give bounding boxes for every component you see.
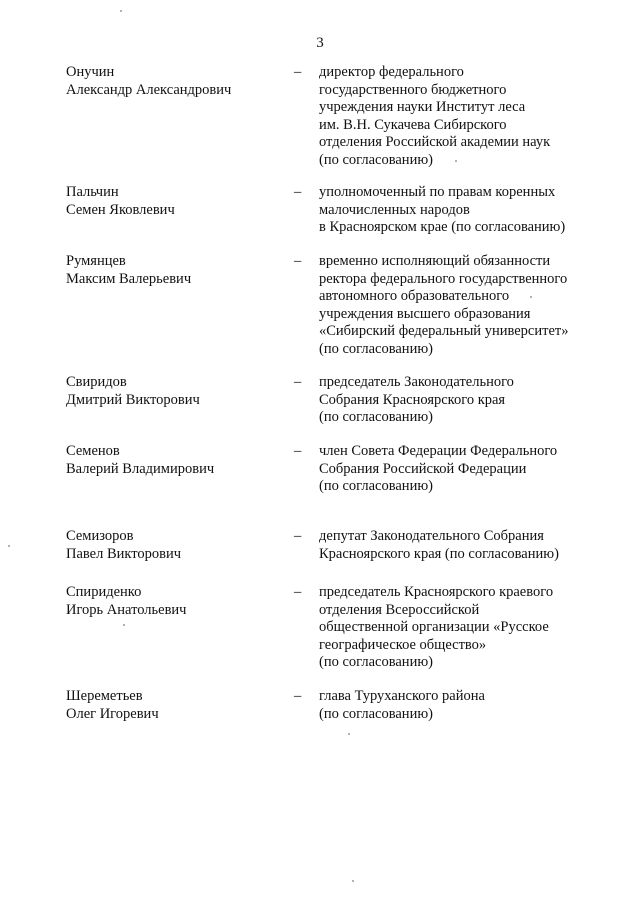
position-line: ректора федерального государственного xyxy=(319,270,568,287)
member-position xyxy=(319,528,609,563)
position-line: (по согласованию) xyxy=(319,705,433,722)
scan-speck xyxy=(352,880,354,882)
position-line: депутат Законодательного Собрания xyxy=(319,528,544,544)
position-line: председатель Законодательного xyxy=(319,374,514,390)
member-surname: Онучин xyxy=(66,64,115,80)
member-given-names: Александр Александрович xyxy=(66,81,232,98)
scan-speck xyxy=(455,160,457,162)
member-surname: Пальчин xyxy=(66,184,119,200)
member-given-names: Семен Яковлевич xyxy=(66,201,175,218)
member-given-names: Павел Викторович xyxy=(66,545,182,562)
member-name xyxy=(66,443,286,478)
position-line: (по согласованию) xyxy=(319,340,433,357)
member-surname: Шереметьев xyxy=(66,688,143,704)
position-line: (по согласованию) xyxy=(319,654,433,670)
separator-dash: – xyxy=(294,688,302,704)
member-position xyxy=(319,374,609,427)
member-given-names: Дмитрий Викторович xyxy=(66,391,200,408)
member-surname: Свиридов xyxy=(66,374,127,390)
member-name xyxy=(66,584,286,619)
member-name xyxy=(66,528,286,563)
position-line: учреждения высшего образования xyxy=(319,305,531,322)
position-line: в Красноярском крае (по согласованию) xyxy=(319,219,566,235)
member-name xyxy=(66,374,286,409)
scan-speck xyxy=(120,10,122,12)
position-line: им. В.Н. Сукачева Сибирского xyxy=(319,116,507,133)
position-line: географическое общество» xyxy=(319,636,487,653)
position-line: Собрания Российской Федерации xyxy=(319,460,527,477)
separator-dash: – xyxy=(294,374,302,390)
scan-speck xyxy=(123,624,125,626)
position-line: Собрания Красноярского края xyxy=(319,391,506,408)
member-position xyxy=(319,253,609,358)
member-given-names: Олег Игоревич xyxy=(66,705,159,722)
position-line: Красноярского края (по согласованию) xyxy=(319,545,559,562)
scan-speck xyxy=(530,296,532,298)
member-name xyxy=(66,688,286,723)
member-position xyxy=(319,184,609,237)
position-line: отделения Всероссийской xyxy=(319,601,480,618)
member-surname: Семизоров xyxy=(66,528,134,544)
member-position xyxy=(319,688,609,723)
page-number: 3 xyxy=(316,35,324,51)
member-given-names: Максим Валерьевич xyxy=(66,270,192,287)
member-given-names: Игорь Анатольевич xyxy=(66,601,187,618)
member-position xyxy=(319,443,609,496)
position-line: временно исполняющий обязанности xyxy=(319,253,551,269)
position-line: (по согласованию) xyxy=(319,409,433,425)
separator-dash: – xyxy=(294,528,302,544)
separator-dash: – xyxy=(294,443,302,459)
separator-dash: – xyxy=(294,253,302,269)
member-name xyxy=(66,64,286,99)
member-position xyxy=(319,584,609,672)
position-line: директор федерального xyxy=(319,64,464,80)
position-line: уполномоченный по правам коренных xyxy=(319,184,556,200)
position-line: учреждения науки Институт леса xyxy=(319,99,526,115)
position-line: председатель Красноярского краевого xyxy=(319,584,554,600)
member-position xyxy=(319,64,609,169)
position-line: (по согласованию) xyxy=(319,478,433,494)
member-surname: Семенов xyxy=(66,443,120,459)
position-line: общественной организации «Русское xyxy=(319,619,549,635)
scan-speck xyxy=(348,733,350,735)
position-line: малочисленных народов xyxy=(319,201,470,218)
member-given-names: Валерий Владимирович xyxy=(66,460,215,477)
member-name xyxy=(66,184,286,219)
separator-dash: – xyxy=(294,64,302,80)
position-line: «Сибирский федеральный университет» xyxy=(319,323,569,339)
member-name xyxy=(66,253,286,288)
member-surname: Спириденко xyxy=(66,584,142,600)
member-surname: Румянцев xyxy=(66,253,126,269)
position-line: (по согласованию) xyxy=(319,151,433,168)
separator-dash: – xyxy=(294,584,302,600)
position-line: автономного образовательного xyxy=(319,288,510,304)
position-line: член Совета Федерации Федерального xyxy=(319,443,558,459)
scan-speck xyxy=(8,545,10,547)
separator-dash: – xyxy=(294,184,302,200)
position-line: отделения Российской академии наук xyxy=(319,134,551,150)
position-line: государственного бюджетного xyxy=(319,81,507,98)
position-line: глава Туруханского района xyxy=(319,688,485,704)
